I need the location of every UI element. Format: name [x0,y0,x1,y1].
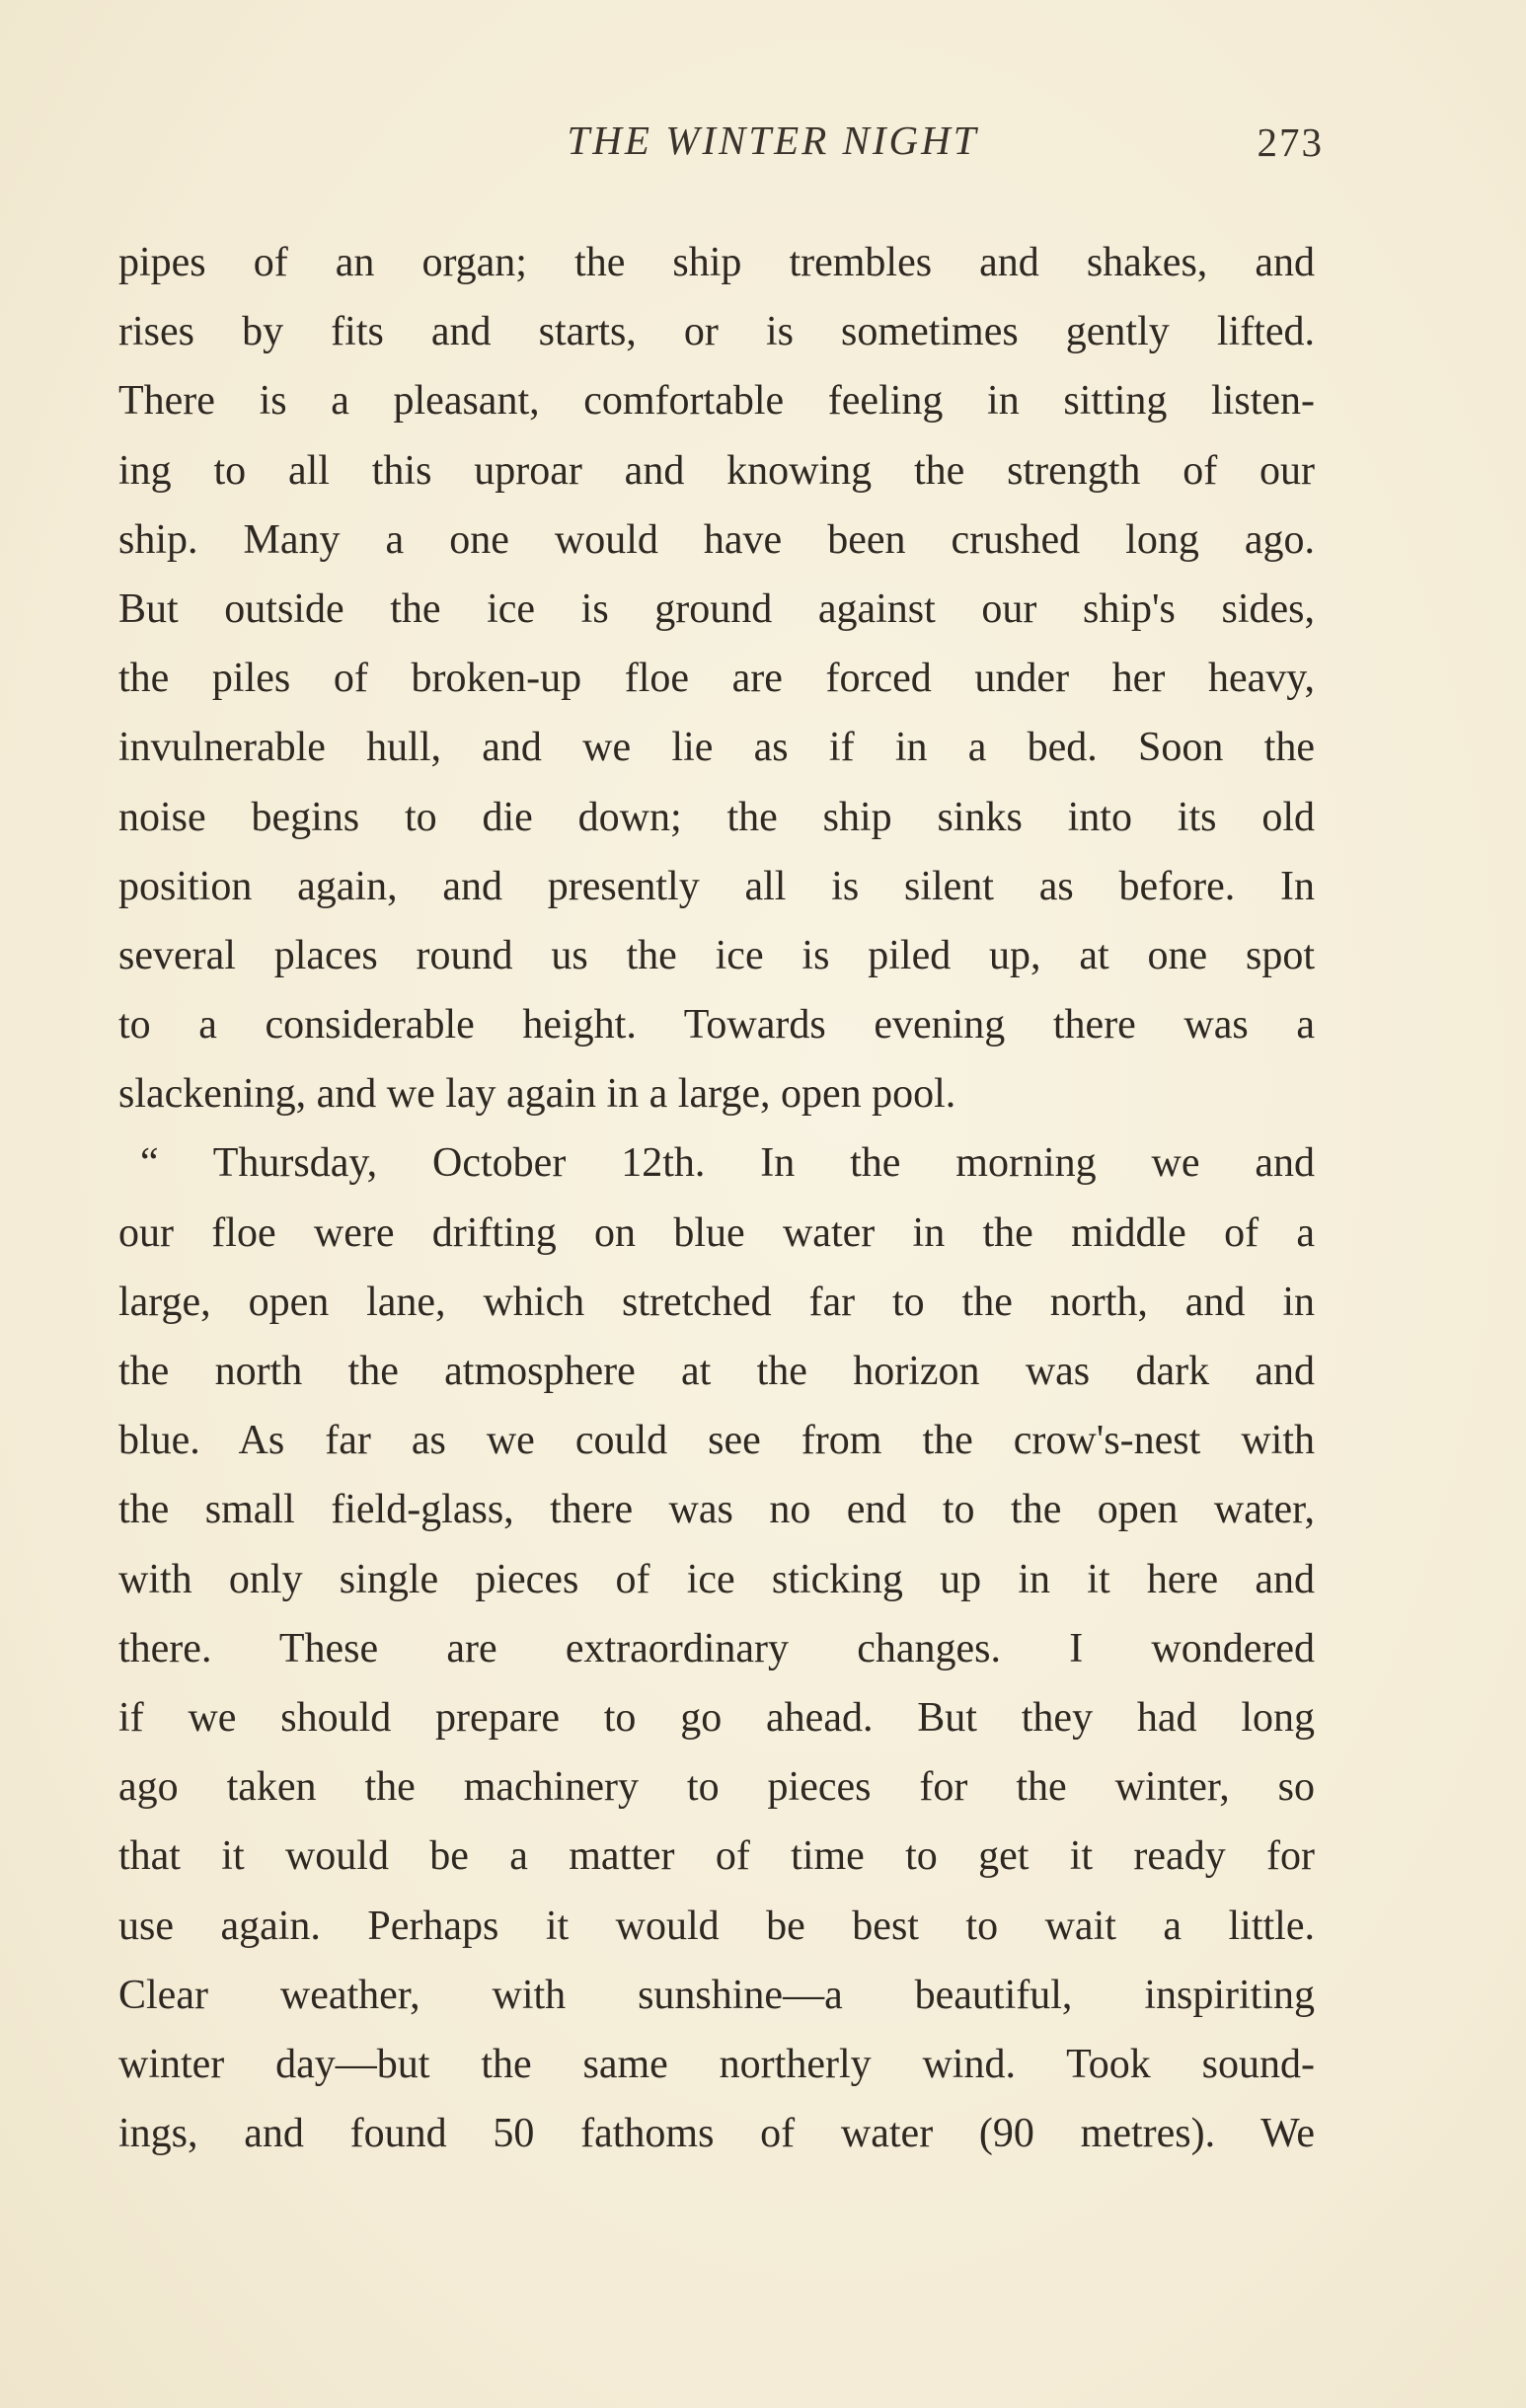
page-number: 273 [1257,119,1324,165]
text-line: ing to all this uproar and knowing the strength of our [118,447,1315,494]
text-line: several places round us the ice is piled up, at one spot [118,932,1315,978]
text-line: use again. Perhaps it would be best to wait a little. [118,1903,1315,1949]
text-line: noise begins to die down; the ship sinks into its old [118,794,1315,840]
text-line: ago taken the machinery to pieces for the winter, so [118,1764,1315,1811]
text-line: winter day—but the same northerly wind. Took sound- [118,2041,1315,2087]
text-line: invulnerable hull, and we lie as if in a bed. Soon the [118,725,1315,771]
text-line: There is a pleasant, comfortable feeling in sitting listen- [118,378,1315,425]
text-line: rises by fits and starts, or is sometimes gently lifted. [118,309,1315,355]
text-line: that it would be a matter of time to get it ready for [118,1833,1315,1880]
text-line: pipes of an organ; the ship trembles and shakes, and [118,240,1315,285]
text-line: our floe were drifting on blue water in the middle of a [118,1209,1315,1256]
text-line: position again, and presently all is silent as before. In [118,863,1315,909]
text-line: the small field-glass, there was no end to the open water, [118,1487,1315,1533]
text-line: “ Thursday, October 12th. In the morning we and [140,1140,1315,1187]
text-line: But outside the ice is ground against our ship's sides, [118,585,1315,632]
text-line: the piles of broken-up floe are forced under her heavy, [118,656,1315,702]
running-title: THE WINTER NIGHT [567,117,979,163]
text-line: slackening, and we lay again in a large, open pool. [118,1071,956,1118]
body-text [118,228,1315,2168]
text-line: ship. Many a one would have been crushed long ago. [118,516,1315,563]
text-line: blue. As far as we could see from the crow's-nest with [118,1418,1315,1464]
text-line: there. These are extraordinary changes. I wondered [118,1625,1315,1671]
text-line: ings, and found 50 fathoms of water (90 metres). We [118,2111,1315,2157]
text-line: if we should prepare to go ahead. But they had long [118,1694,1315,1741]
running-head [0,117,1526,176]
text-line: with only single pieces of ice sticking up in it here and [118,1556,1315,1602]
text-line: Clear weather, with sunshine—a beautiful, inspiriting [118,1972,1315,2018]
text-line: to a considerable height. Towards evening there was a [118,1002,1315,1049]
text-line: large, open lane, which stretched far to the north, and in [118,1279,1315,1325]
text-line: the north the atmosphere at the horizon was dark and [118,1349,1315,1394]
